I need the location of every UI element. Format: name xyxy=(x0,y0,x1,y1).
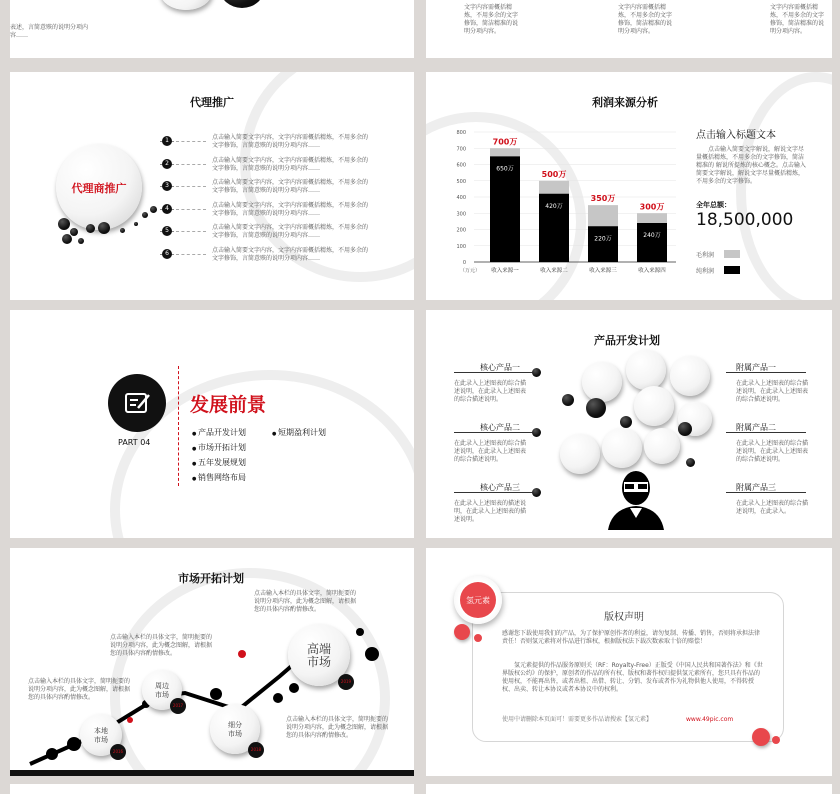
market-text-3: 点击输入本栏的具体文字，简明扼要的说明分项内容，此为概念图解，请根据您的具体内容酌情修改。 xyxy=(28,678,131,701)
bubble xyxy=(634,386,674,426)
bar-net-label: 650万 xyxy=(496,165,514,173)
profit-bar-chart xyxy=(426,122,686,282)
market-text-1: 点击输入本栏的具体文字，简明扼要的说明分项内容，此为概念图解，请根据您的具体内容酌情修改。 xyxy=(254,590,357,613)
dot xyxy=(562,394,574,406)
product-text: 在此录入上述图表的综合描述说明，在此录入上述图表的综合描述说明。 xyxy=(454,440,527,463)
side-title: 点击输入标题文本 xyxy=(696,130,776,141)
year-badge: 2017 xyxy=(170,698,186,714)
slide-title: 代理推广 xyxy=(190,96,234,109)
prospect-item xyxy=(192,471,246,486)
slide-copyright xyxy=(426,548,832,776)
red-dot xyxy=(474,634,482,642)
y-tick-label: 300 xyxy=(456,211,466,218)
legend-net-swatch xyxy=(724,266,740,274)
market-node-label: 细分 市场 xyxy=(228,721,242,738)
dashed-line xyxy=(176,164,206,165)
bubble xyxy=(644,428,680,464)
unit-label: （万元） xyxy=(460,268,481,274)
connector-dot xyxy=(532,368,541,377)
bullet: ● xyxy=(192,461,198,467)
dashed-line xyxy=(176,186,206,187)
x-tick-label: 收入来源三 xyxy=(589,268,617,274)
legend-net-label: 纯利润 xyxy=(696,268,715,275)
dot xyxy=(120,228,125,233)
x-tick-label: 收入来源二 xyxy=(540,268,568,274)
product-label: 附属产品一 xyxy=(736,363,776,372)
side-text: 点击输入简要文字解说，解说文字尽量概括精炼，不用多余的文字修饰，简洁精准的 解说所提炼的核心概念。点击输入简要文字解说，解说文字尽量概括精炼，不用多余的文字修饰。 xyxy=(696,146,806,185)
bubble xyxy=(582,362,622,402)
bubble xyxy=(602,428,642,468)
item-text: 点击输入简要文字内容，文字内容需概括精炼，不用多余的文字修饰，言简意赅的说明分项内容…… xyxy=(212,224,369,239)
dot xyxy=(142,212,148,218)
slide-top-left xyxy=(10,0,414,58)
dot xyxy=(78,238,84,244)
copyright-footer: 使用中请删除本页面可！需要更多作品请搜索【氢元素】 xyxy=(502,716,653,723)
y-tick-label: 800 xyxy=(456,130,466,136)
market-node-label: 周边 市场 xyxy=(155,682,169,699)
slide-profit-analysis xyxy=(426,72,832,300)
red-dot xyxy=(752,728,770,746)
item-text: 点击输入简要文字内容，文字内容需概括精炼，不用多余的文字修饰，言简意赅的说明分项内容…… xyxy=(212,246,369,262)
col2-text: 文字内容需概括精炼，不用多余的文字修饰，简洁精准的说明分项内容。 xyxy=(618,4,673,35)
prospect-item xyxy=(192,426,246,441)
product-label: 核心产品三 xyxy=(480,483,520,492)
item-number: 1 xyxy=(162,136,172,146)
item-number: 6 xyxy=(162,249,172,259)
y-tick-label: 400 xyxy=(456,195,466,201)
product-line xyxy=(454,432,536,433)
prospect-title: 发展前景 xyxy=(190,394,267,416)
bar-total-label: 300万 xyxy=(639,202,665,212)
dot xyxy=(70,228,78,236)
prospect-item-label: 五年发展规划 xyxy=(197,458,246,467)
prospect-item-label: 销售网络布局 xyxy=(197,473,246,482)
dashed-line xyxy=(176,254,206,255)
slide-title: 市场开拓计划 xyxy=(178,572,244,585)
year-badge: 2018 xyxy=(248,742,264,758)
dot xyxy=(586,398,606,418)
product-line xyxy=(726,372,806,373)
product-label: 核心产品二 xyxy=(480,423,520,432)
prospect-item xyxy=(192,441,246,456)
bubble xyxy=(670,356,710,396)
slide-bottom-right xyxy=(426,784,832,794)
y-tick-label: 100 xyxy=(456,243,466,250)
product-text: 在此录入上述图表的综合描述说明，在此录入上述图表的综合描述说明。 xyxy=(736,380,809,403)
slide-title: 利润来源分析 xyxy=(592,96,658,109)
item-number: 2 xyxy=(162,159,172,169)
legend-gross-label: 毛利润 xyxy=(696,252,715,259)
total-label: 全年总额： xyxy=(696,201,731,209)
prospect-list-left xyxy=(192,426,246,486)
dot xyxy=(98,222,110,234)
copyright-p2: 氢元素提供的作品服务原则关（RF：Royalty-Free）正版受《中国人民共和国著作法》和《世界版权公约》的保护，原创者的作品的所有权、版权和著作权归提供氢元素所有，您只具有作品的使用权，不能再出售，或者出租、出借、转让、分销、发布或者作为礼物供他人使用，不得转授权、出卖、转让本协议或者本协议中的权利。 xyxy=(502,662,763,693)
col1-text: 文字内容需概括精炼，不用多余的文字修饰，简洁精准的说明分项内容。 xyxy=(464,4,519,35)
y-tick-label: 500 xyxy=(456,178,466,185)
divider xyxy=(178,366,179,486)
bar-total-label: 700万 xyxy=(492,137,518,147)
bottom-bar xyxy=(10,770,414,776)
bar-net xyxy=(637,223,667,262)
y-tick-label: 700 xyxy=(456,146,466,153)
y-tick-label: 600 xyxy=(456,162,466,169)
item-text: 点击输入简要文字内容，文字内容需概括精炼，不用多余的文字修饰，言简意赅的说明分项内容…… xyxy=(212,156,369,172)
bubble xyxy=(560,434,600,474)
bubble xyxy=(626,350,666,390)
dot xyxy=(134,222,138,226)
dashed-line xyxy=(176,141,206,142)
col3-text: 文字内容需概括精炼，不用多余的文字修饰，简洁精准的说明分项内容。 xyxy=(770,4,825,35)
bar-net-label: 420万 xyxy=(545,202,563,210)
dashed-line xyxy=(176,231,206,232)
slide-title: 产品开发计划 xyxy=(594,334,660,347)
item-text: 点击输入简要文字内容，文字内容需概括精炼，不用多余的文字修饰，言简意赅的说明分项内容…… xyxy=(212,134,369,149)
item-text: 点击输入简要文字内容，文字内容需概括精炼，不用多余的文字修饰，言简意赅的说明分项内容…… xyxy=(212,179,369,194)
dot xyxy=(686,458,695,467)
product-line xyxy=(454,492,536,493)
dot xyxy=(58,218,70,230)
year-badge: 2016 xyxy=(110,744,126,760)
slide-prospect xyxy=(10,310,414,538)
x-tick-label: 收入来源四 xyxy=(638,268,666,274)
growth-line xyxy=(10,548,414,776)
product-line xyxy=(726,432,806,433)
product-label: 附属产品三 xyxy=(736,483,776,492)
part-label: PART 04 xyxy=(118,438,151,447)
person-icon xyxy=(606,464,666,530)
bar-net-label: 220万 xyxy=(594,235,612,243)
slide-agent-promotion xyxy=(10,72,414,300)
red-dot xyxy=(454,624,470,640)
dot xyxy=(62,234,72,244)
slide-product-plan xyxy=(426,310,832,538)
product-text: 在此录入上述图表的综合描述说明，在此录入上述图表的综合描述说明。 xyxy=(736,440,809,463)
legend-gross-swatch xyxy=(724,250,740,258)
copyright-title: 版权声明 xyxy=(604,612,644,623)
market-text-4: 点击输入本栏的具体文字，简明扼要的说明分项内容，此为概念图解，请根据您的具体内容酌情修改。 xyxy=(286,716,389,739)
slide-market-plan xyxy=(10,548,414,776)
dot xyxy=(620,416,632,428)
product-text: 在此录入上述图表的综合描述说明，在此录入上述图表的综合描述说明。 xyxy=(454,380,527,403)
film-reel-decoration xyxy=(736,72,832,300)
year-badge: 2019 xyxy=(338,674,354,690)
connector-dot xyxy=(532,488,541,497)
dot xyxy=(678,422,692,436)
bullet: ● xyxy=(272,431,278,437)
product-text: 在此录入上述图表的综合描述说明，在此录入。 xyxy=(736,500,809,515)
y-tick-label: 200 xyxy=(456,227,466,234)
item-number: 4 xyxy=(162,204,172,214)
black-circle xyxy=(220,0,264,8)
copyright-url[interactable]: www.49pic.com xyxy=(686,716,734,723)
bullet: ● xyxy=(192,476,198,482)
slide-top-right xyxy=(426,0,832,58)
item-text: 点击输入简要文字内容，文字内容需概括精炼，不用多余的文字修饰，言简意赅的说明分项内容…… xyxy=(212,201,369,217)
market-node-label: 高端 市场 xyxy=(306,642,331,669)
prospect-item xyxy=(192,456,246,471)
red-dot xyxy=(772,736,780,744)
bar-total-label: 500万 xyxy=(541,169,567,179)
product-label: 附属产品二 xyxy=(736,423,776,432)
prospect-item xyxy=(272,426,326,441)
total-value: 18,500,000 xyxy=(696,210,794,230)
prospect-item-label: 市场开拓计划 xyxy=(197,443,246,452)
prospect-item-label: 产品开发计划 xyxy=(197,428,246,437)
product-text: 在此录入上述图表的描述说明，在此录入上述图表的描述说明。 xyxy=(454,500,527,523)
connector-dot xyxy=(532,428,541,437)
market-node-label: 本地 市场 xyxy=(94,727,108,744)
item-number: 3 xyxy=(162,181,172,191)
bullet: ● xyxy=(192,431,198,437)
product-label: 核心产品一 xyxy=(480,363,520,372)
product-line xyxy=(454,372,536,373)
text-snippet: 表述，言简意赅的说明分项内容…… xyxy=(10,24,89,39)
market-text-2: 点击输入本栏的具体文字，简明扼要的说明分项内容，此为概念图解，请根据您的具体内容酌情修改。 xyxy=(110,634,213,657)
item-number: 5 xyxy=(162,226,172,236)
dot xyxy=(150,206,157,213)
slide-bottom-left xyxy=(10,784,414,794)
badge-label: 氢元素 xyxy=(466,596,490,605)
prospect-list-right xyxy=(272,426,326,441)
product-line xyxy=(726,492,806,493)
bullet: ● xyxy=(192,446,198,452)
x-tick-label: 收入来源一 xyxy=(491,268,519,274)
prospect-item-label: 短期盈利计划 xyxy=(277,428,326,437)
bar-net xyxy=(588,226,618,262)
dashed-line xyxy=(176,209,206,210)
edit-icon xyxy=(122,388,152,418)
bar-total-label: 350万 xyxy=(590,194,616,204)
dot xyxy=(86,224,95,233)
agent-circle-label: 代理商推广 xyxy=(71,182,127,195)
white-circle xyxy=(160,0,212,10)
bar-net-label: 240万 xyxy=(643,232,661,239)
copyright-p1: 感谢您下载使用我们的产品，为了保护原创作者的利益，请勿复制、传播、销售，否则将承担法律责任！否则氢元素将对作品进行维权，根据版权法下载次数索取十倍的赔偿！ xyxy=(502,630,761,645)
y-tick-label: 0 xyxy=(462,260,466,266)
